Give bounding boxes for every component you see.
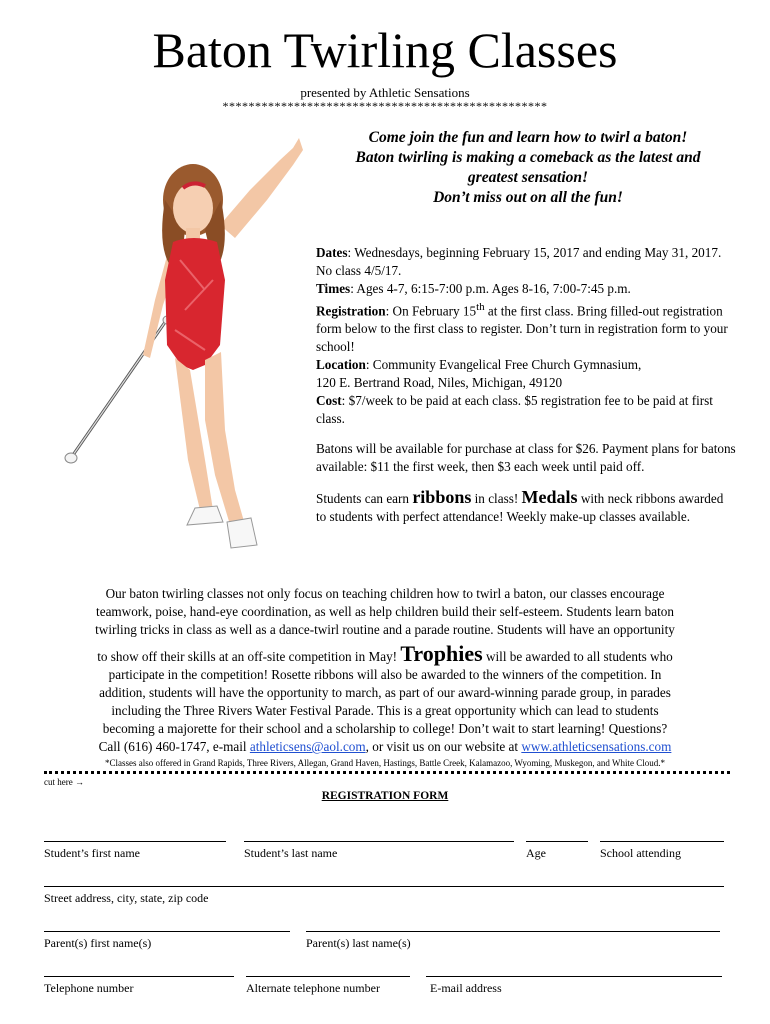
location-address: 120 E. Bertrand Road, Niles, Michigan, 49120 [316, 375, 563, 391]
tagline-line: Baton twirling is making a comeback as the latest and [355, 149, 701, 166]
rewards-text-a: Students can earn [316, 491, 413, 507]
paragraph-line: twirling tricks in class as well as a dance-twirl routine and a parade routine. Students will have an opportunity [95, 622, 675, 637]
paragraph-line: addition, students will have the opportunity to march, as part of our award-winning parade group, in parades [99, 685, 671, 700]
cut-here-label: cut here → [44, 777, 84, 787]
field-label: School attending [600, 846, 681, 860]
registration-text-b: at the first class. Bring filled-out registration form below to the first class to register. Don’t turn in registration form to your school! [316, 303, 728, 355]
registration-info [316, 298, 736, 356]
location-label: Location [316, 357, 366, 373]
class-details [316, 244, 736, 526]
registration-sup: th [476, 301, 485, 313]
contact-line [30, 738, 740, 756]
field-label: Student’s last name [244, 846, 338, 860]
telephone-field[interactable] [44, 976, 234, 995]
cost-label: Cost [316, 393, 342, 409]
rewards-text-c: with neck ribbons awarded to students with perfect attendance! Weekly make-up classes available. [316, 491, 724, 525]
majorette-photo [55, 130, 315, 560]
field-label: E-mail address [430, 981, 502, 995]
field-label: Telephone number [44, 981, 134, 995]
email-field[interactable] [426, 976, 722, 995]
tagline [318, 128, 738, 208]
paragraph-text: to show off their skills at an off-site competition in May! [97, 649, 401, 664]
batons-info: Batons will be available for purchase at class for $26. Payment plans for batons available: $11 the first week, then $3 each week until paid off. [316, 441, 736, 475]
cities-note: *Classes also offered in Grand Rapids, Three Rivers, Allegan, Grand Haven, Hastings, Battle Creek, Kalamazoo, Wyoming, Muskegon, and White Cloud.* [105, 758, 665, 768]
cost-text: : $7/week to be paid at each class. $5 registration fee to be paid at first class. [316, 393, 713, 427]
paragraph-line [30, 641, 740, 666]
location-text: : Community Evangelical Free Church Gymnasium, [365, 357, 642, 373]
field-label: Age [526, 846, 546, 860]
dates-label: Dates [316, 245, 348, 260]
age-field[interactable] [526, 841, 588, 860]
tagline-line: Come join the fun and learn how to twirl a baton! [368, 129, 688, 146]
page-title: Baton Twirling Classes [152, 22, 618, 78]
location-info [316, 356, 736, 392]
parent-first-name-field[interactable] [44, 931, 290, 950]
cut-line [44, 771, 730, 774]
student-first-name-field[interactable] [44, 841, 226, 860]
registration-form-title: REGISTRATION FORM [321, 790, 449, 802]
field-label: Parent(s) first name(s) [44, 936, 152, 950]
field-label: Street address, city, state, zip code [44, 891, 209, 905]
paragraph-line: teamwork, poise, hand-eye coordination, as well as help children build their self-esteem. Students learn baton [96, 604, 674, 619]
field-label: Alternate telephone number [246, 981, 380, 995]
website-link[interactable]: www.athleticsensations.com [521, 739, 672, 754]
star-divider: ************************************************** [222, 99, 548, 113]
registration-label: Registration [316, 303, 386, 319]
field-label: Parent(s) last name(s) [306, 936, 411, 950]
paragraph-line: including the Three Rivers Water Festival Parade. This is a great opportunity which can lead to students [111, 703, 659, 718]
description-paragraph [30, 585, 740, 756]
medals-word: Medals [521, 487, 578, 508]
alternate-telephone-field[interactable] [246, 976, 410, 995]
contact-text: Call (616) 460-1747, e-mail [98, 739, 250, 754]
cost-info [316, 392, 736, 428]
page-subtitle: presented by Athletic Sensations [300, 85, 470, 100]
rewards-text-b: in class! [471, 491, 522, 507]
dates-text: : Wednesdays, beginning February 15, 2017 and ending May 31, 2017. No class 4/5/17. [316, 245, 722, 278]
tagline-line: greatest sensation! [467, 169, 589, 186]
times-info [316, 280, 736, 298]
rewards-info [316, 488, 736, 526]
trophies-word: Trophies [400, 641, 483, 666]
parent-last-name-field[interactable] [306, 931, 720, 950]
times-text: : Ages 4-7, 6:15-7:00 p.m. Ages 8-16, 7:00-7:45 p.m. [350, 281, 631, 296]
ribbons-word: ribbons [412, 487, 472, 508]
paragraph-line: participate in the competition! Rosette ribbons will also be awarded to the winners of the competition. In [108, 667, 662, 682]
address-field[interactable] [44, 886, 724, 905]
tagline-line: Don’t miss out on all the fun! [433, 189, 623, 206]
paragraph-line: becoming a majorette for their school and a scholarship to college! Don’t wait to start learning! Questions? [102, 721, 668, 736]
times-label: Times [316, 281, 351, 296]
paragraph-text: will be awarded to all students who [482, 649, 673, 664]
school-field[interactable] [600, 841, 724, 860]
email-link[interactable]: athleticsens@aol.com [249, 739, 366, 754]
paragraph-line: Our baton twirling classes not only focus on teaching children how to twirl a baton, our classes encourage [105, 586, 665, 601]
contact-text: , or visit us on our website at [365, 739, 522, 754]
field-label: Student’s first name [44, 846, 140, 860]
registration-text-a: : On February 15 [385, 303, 477, 319]
dates-info [316, 244, 736, 280]
student-last-name-field[interactable] [244, 841, 514, 860]
